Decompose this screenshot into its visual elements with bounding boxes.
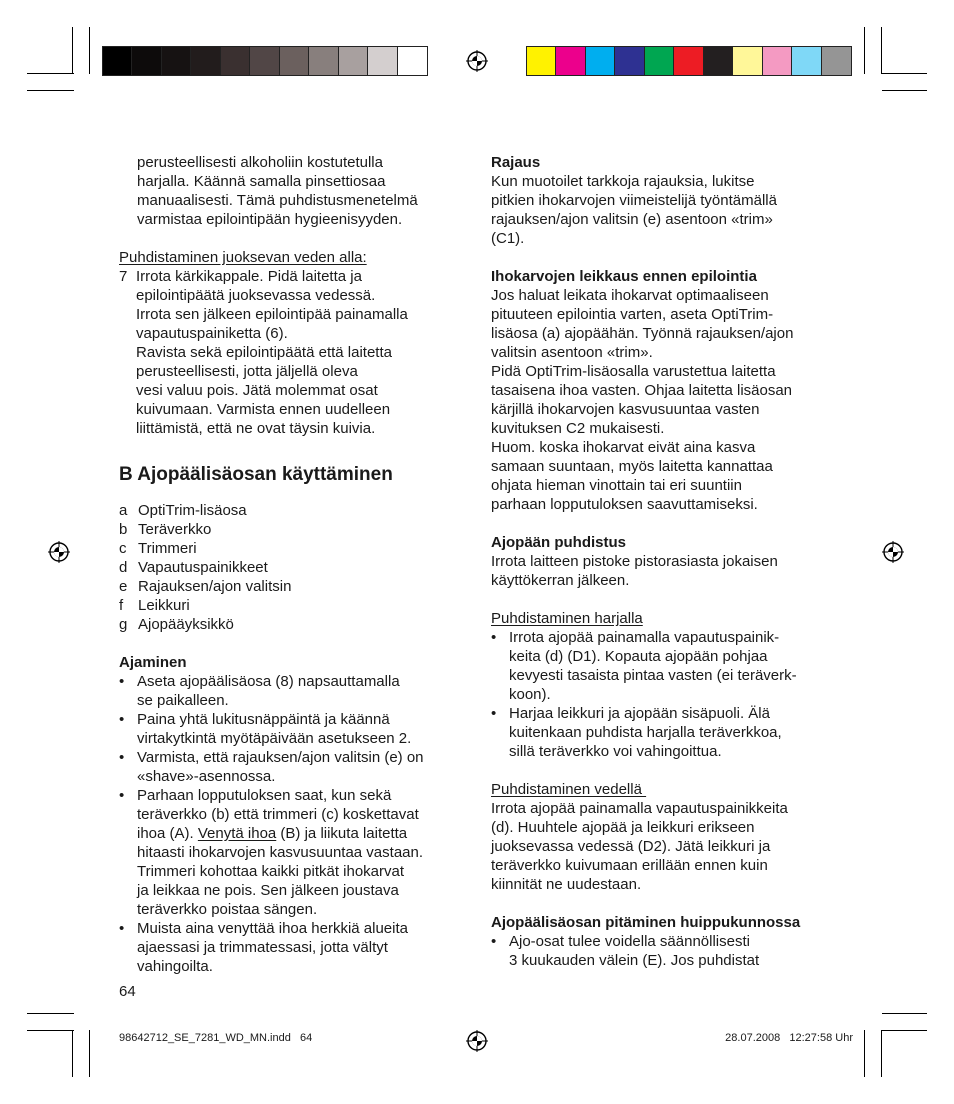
text-fragment: ihoa (A). [137,825,198,842]
text-line: Varmista, että rajauksen/ajon valitsin (e) on [137,749,424,766]
trim-heading: Rajaus [491,154,541,171]
color-swatch [763,47,792,75]
text-line: teräverkko poistaa sängen. [137,901,318,918]
bullet-item [119,786,469,919]
text-line: perusteellisesti, jotta jäljellä oleva [136,363,358,380]
text-line: samaan suuntaan, myös laitetta kannattaa [491,458,773,475]
grayscale-swatch [221,47,250,75]
part-label: Leikkuri [138,597,190,614]
text-line: Irrota laitteen pistoke pistorasiasta jokaisen [491,553,778,570]
text-line: pituuteen epilointia varten, aseta OptiTrim- [491,306,774,323]
text-line: kiinnität ne uudestaan. [491,876,642,893]
brush-heading-text: Puhdistaminen harjalla [491,610,643,627]
maintenance-heading: Ajopäälisäosan pitäminen huippukunnossa [491,914,801,931]
text-fragment: (B) ja liikuta laitetta [276,825,408,842]
text-line: Aseta ajopäälisäosa (8) napsauttamalla [137,673,400,690]
color-swatch [615,47,644,75]
color-swatch [586,47,615,75]
part-label: Rajauksen/ajon valitsin [138,578,292,595]
section-title: B Ajopäälisäosan käyttäminen [119,464,393,485]
text-line: virtakytkintä myötäpäivään asetukseen 2. [137,730,412,747]
crop-mark-top-right-h2 [882,90,927,91]
color-swatch [556,47,585,75]
list-item [119,558,469,577]
list-item [119,596,469,615]
text-line: (C1). [491,230,525,247]
text-line: Ravista sekä epilointipäätä että laitetta [136,344,392,361]
grayscale-swatch [191,47,220,75]
step-number: 7 [119,268,128,285]
text-line: pitkien ihokarvojen viimeistelijä työntämällä [491,192,777,209]
bullet-item [491,704,841,761]
text-line: sillä teräverkko voi vahingoittua. [509,743,722,760]
stretch-skin-underlined: Venytä ihoa [197,825,277,842]
cmyk-color-bar [526,46,852,76]
text-line: vahingoilta. [137,958,213,975]
text-line: tasaisena ihoa vasten. Ohjaa laitetta lisäosan [491,382,793,399]
footer-timestamp: 28.07.2008 12:27:58 Uhr [725,1032,853,1044]
crop-mark-top-left-h2 [27,90,74,91]
part-label: Trimmeri [138,540,197,557]
water-heading [491,780,841,799]
part-key: d [119,559,128,576]
text-line: Irrota ajopää painamalla vapautuspainik- [509,629,780,646]
text-line: juoksevassa vedessä (D2). Jätä leikkuri ja [491,838,771,855]
crop-mark-bottom-left-h2 [27,1030,74,1031]
right-column [491,153,841,970]
list-item [119,577,469,596]
crop-mark-bottom-left-v [72,1030,73,1077]
part-key: c [119,540,127,557]
text-line: perusteellisesti alkoholiin kostutetulla [137,154,383,171]
grayscale-swatch [398,47,427,75]
color-swatch [645,47,674,75]
text-line: kärjillä ihokarvojen kasvusuuntaa vasten [491,401,760,418]
crop-mark-top-right-v2 [864,27,865,74]
text-line: Parhaan lopputuloksen saat, kun sekä [137,787,392,804]
list-item [119,501,469,520]
step-7 [119,267,469,438]
text-line: vapautuspainiketta (6). [136,325,288,342]
part-key: a [119,502,128,519]
grayscale-swatch [280,47,309,75]
text-line: (d). Huuhtele ajopää ja leikkuri erikseen [491,819,755,836]
registration-mark-icon [466,50,488,72]
part-label: Teräverkko [138,521,212,538]
crop-mark-top-left-v [72,27,73,74]
text-line: Trimmeri kohottaa kaikki pitkät ihokarvat [137,863,405,880]
text-line: valitsin asentoon «trim». [491,344,653,361]
bullet-item [119,672,469,710]
grayscale-swatch [250,47,279,75]
registration-mark-icon [466,1030,488,1052]
text-line: manuaalisesti. Tämä puhdistusmenetelmä [137,192,418,209]
text-line: teräverkko (b) että trimmeri (c) koskettavat [137,806,419,823]
text-line: teräverkko kuivumaan erillään ennen kuin [491,857,768,874]
text-line: varmistaa epilointipään hygieenisyyden. [137,211,403,228]
text-line: kuvituksen C2 mukaisesti. [491,420,665,437]
text-line: 3 kuukauden välein (E). Jos puhdistat [509,952,760,969]
crop-mark-bottom-left-v2 [89,1030,90,1077]
grayscale-swatch [103,47,132,75]
bullet-item [119,919,469,976]
crop-mark-bottom-right-v [881,1030,882,1077]
text-line: keita (d) (D1). Kopauta ajopään pohjaa [509,648,768,665]
text-line: Irrota ajopää painamalla vapautuspainikkeita [491,800,788,817]
text-line: kevyesti tasaista pintaa vasten (ei teräverk- [509,667,797,684]
text-line [137,824,469,843]
grayscale-swatch [162,47,191,75]
crop-mark-top-right-v [881,27,882,74]
part-label: Ajopääyksikkö [138,616,234,633]
bullet-icon: • [119,711,125,728]
grayscale-swatch [309,47,338,75]
bullet-icon: • [119,920,125,937]
text-line: harjalla. Käännä samalla pinsettiosaa [137,173,386,190]
bullet-icon: • [119,749,125,766]
list-item [119,520,469,539]
cut-heading: Ihokarvojen leikkaus ennen epilointia [491,268,757,285]
brush-heading [491,609,841,628]
color-swatch [792,47,821,75]
text-line: hitaasti ihokarvojen kasvusuuntaa vastaan. [137,844,424,861]
registration-mark-icon [882,541,904,563]
bullet-icon: • [491,705,497,722]
text-line: «shave»-asennossa. [137,768,276,785]
text-line: se paikalleen. [137,692,229,709]
text-line: käyttökerran jälkeen. [491,572,630,589]
grayscale-swatch [368,47,397,75]
text-line: Harjaa leikkuri ja ajopään sisäpuoli. Älä [509,705,770,722]
color-swatch [674,47,703,75]
text-line: Kun muotoilet tarkkoja rajauksia, lukitse [491,173,755,190]
left-column [119,153,469,1001]
text-line: koon). [509,686,551,703]
text-line: parhaan lopputuloksen saavuttamiseksi. [491,496,758,513]
color-swatch [704,47,733,75]
intro-paragraph [119,153,469,229]
list-item [119,615,469,634]
running-water-heading: Puhdistaminen juoksevan veden alla: [119,249,367,266]
bullet-item [491,628,841,704]
clean-heading: Ajopään puhdistus [491,534,626,551]
crop-mark-top-left-v2 [89,27,90,74]
text-line: Pidä OptiTrim-lisäosalla varustettua laitetta [491,363,776,380]
text-line: epilointipäätä juoksevassa vedessä. [136,287,376,304]
color-swatch [733,47,762,75]
water-heading-text: Puhdistaminen vedellä [491,781,647,798]
color-swatch [527,47,556,75]
bullet-icon: • [119,673,125,690]
bullet-item [119,748,469,786]
crop-mark-bottom-right-v2 [864,1030,865,1077]
text-line: Muista aina venyttää ihoa herkkiä alueita [137,920,408,937]
text-line: Jos haluat leikata ihokarvat optimaaliseen [491,287,769,304]
crop-mark-bottom-right-h2 [882,1030,927,1031]
bullet-item [491,932,841,970]
crop-mark-top-left-h [27,73,74,74]
footer-file-name: 98642712_SE_7281_WD_MN.indd 64 [119,1032,313,1044]
bullet-icon: • [491,629,497,646]
text-line: Ajo-osat tulee voidella säännöllisesti [509,933,750,950]
part-label: Vapautuspainikkeet [138,559,268,576]
part-key: f [119,597,124,614]
bullet-icon: • [491,933,497,950]
text-line: vesi valuu pois. Jätä molemmat osat [136,382,378,399]
part-label: OptiTrim-lisäosa [138,502,247,519]
part-key: g [119,616,128,633]
bullet-icon: • [119,787,125,804]
text-line: lisäosa (a) ajopäähän. Työnnä rajauksen/ajon [491,325,794,342]
text-line: ajaessasi ja trimmatessasi, jotta vältyt [137,939,388,956]
text-line: kuitenkaan puhdista harjalla teräverkkoa, [509,724,782,741]
page-number: 64 [119,983,136,1000]
grayscale-color-bar [102,46,428,76]
crop-mark-top-right-h [882,73,927,74]
crop-mark-bottom-left-h [27,1013,74,1014]
text-line: Irrota kärkikappale. Pidä laitetta ja [136,268,362,285]
text-line: Paina yhtä lukitusnäppäintä ja käännä [137,711,390,728]
grayscale-swatch [132,47,161,75]
part-key: e [119,578,128,595]
shaving-heading: Ajaminen [119,654,187,671]
bullet-item [119,710,469,748]
crop-mark-bottom-right-h [882,1013,927,1014]
registration-mark-icon [48,541,70,563]
color-swatch [822,47,851,75]
text-line: kuivumaan. Varmista ennen uudelleen [136,401,391,418]
text-line: liittämistä, että ne ovat täysin kuivia. [136,420,376,437]
grayscale-swatch [339,47,368,75]
parts-list [119,501,469,634]
text-line: Huom. koska ihokarvat eivät aina kasva [491,439,756,456]
text-line: ohjata hieman vinottain tai eri suuntiin [491,477,742,494]
text-line: Irrota sen jälkeen epilointipää painamalla [136,306,408,323]
text-line: ja leikkaa ne pois. Sen jälkeen joustava [137,882,399,899]
list-item [119,539,469,558]
text-line: rajauksen/ajon valitsin (e) asentoon «trim» [491,211,773,228]
part-key: b [119,521,128,538]
